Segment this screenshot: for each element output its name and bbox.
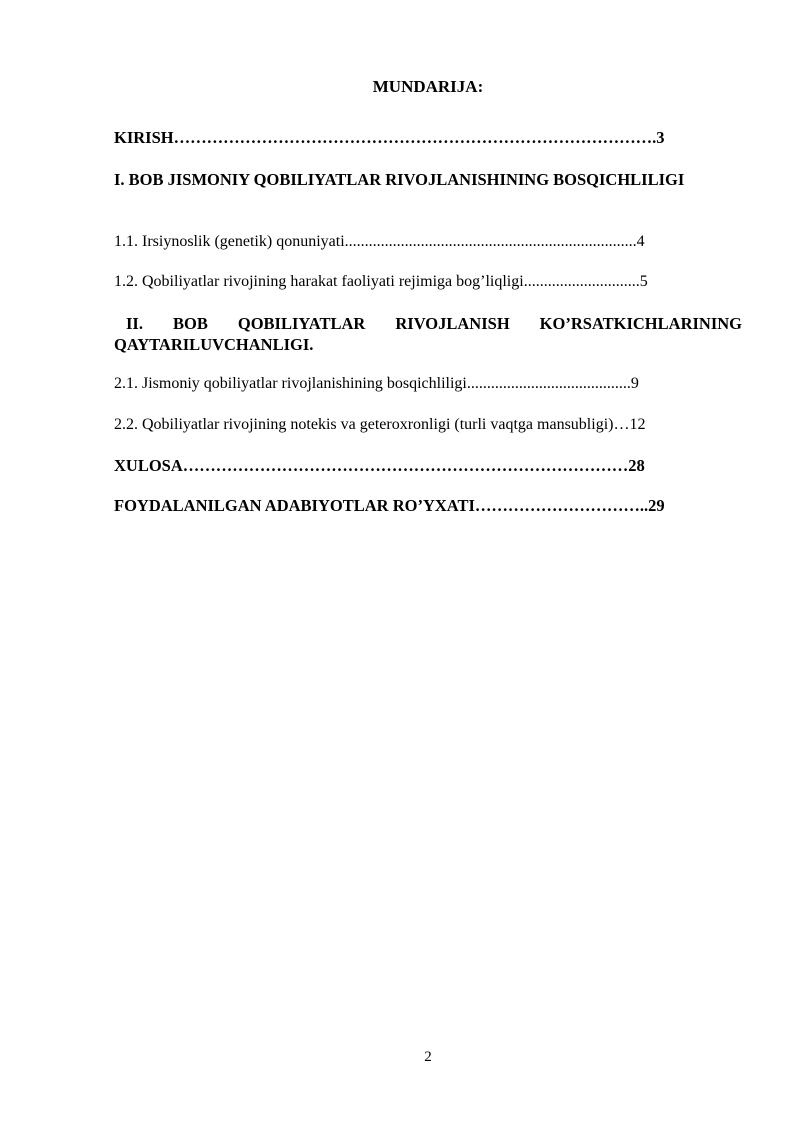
toc-entry-2-1 bbox=[114, 373, 742, 394]
toc-chapter-2-label: II. BOB QOBILIYATLAR RIVOJLANISH KO’RSATKICHLARINING QAYTARILUVCHANLIGI. bbox=[114, 314, 742, 354]
toc-entry-label: FOYDALANILGAN ADABIYOTLAR RO’YXATI bbox=[114, 496, 475, 515]
toc-entry-page: 4 bbox=[636, 233, 645, 250]
toc-entry-page: 5 bbox=[639, 273, 648, 290]
toc-entry-leader: ……………………………………………………………………… bbox=[182, 456, 629, 475]
toc-entry-leader: ............................. bbox=[523, 273, 640, 290]
toc-entry-label: KIRISH bbox=[114, 128, 174, 147]
toc-entry-label: XULOSA bbox=[114, 456, 183, 475]
toc-entry-leader: … bbox=[613, 416, 630, 433]
toc-chapter-2 bbox=[114, 313, 742, 355]
toc-entry-page: 9 bbox=[630, 375, 639, 392]
page-number: 2 bbox=[424, 1049, 432, 1065]
toc-entry-page: 12 bbox=[629, 416, 646, 433]
toc-entry-1-2 bbox=[114, 271, 742, 292]
toc-entry-label: 1.1. Irsiynoslik (genetik) qonuniyati bbox=[114, 233, 345, 250]
toc-entry-kirish bbox=[114, 127, 742, 148]
toc-entry-1-1 bbox=[114, 231, 742, 252]
toc-entry-xulosa bbox=[114, 455, 742, 476]
toc-entry-leader: ......................................... bbox=[466, 375, 631, 392]
toc-entry-label: 1.2. Qobiliyatlar rivojining harakat faoliyati rejimiga bog’liqligi bbox=[114, 273, 524, 290]
toc-entry-label: 2.1. Jismoniy qobiliyatlar rivojlanishining bosqichliligi bbox=[114, 375, 467, 392]
toc-entry-leader: ......................................................................... bbox=[344, 233, 637, 250]
toc-entry-page: 28 bbox=[628, 456, 645, 475]
toc-entry-label: 2.2. Qobiliyatlar rivojining notekis va geteroxronligi (turli vaqtga mansubligi) bbox=[114, 416, 614, 433]
toc-entry-adabiyotlar bbox=[114, 495, 742, 516]
toc-entry-leader: ………………………….. bbox=[474, 496, 649, 515]
toc-entry-page: .3 bbox=[652, 128, 665, 147]
toc-entry-leader: …………………………………………………………………………… bbox=[173, 128, 653, 147]
toc-entry-2-2 bbox=[114, 414, 742, 435]
toc-entry-page: 29 bbox=[648, 496, 665, 515]
toc-chapter-1: I. BOB JISMONIY QOBILIYATLAR RIVOJLANISHINING BOSQICHLILIGI bbox=[114, 170, 685, 189]
toc-title: MUNDARIJA: bbox=[372, 77, 484, 96]
